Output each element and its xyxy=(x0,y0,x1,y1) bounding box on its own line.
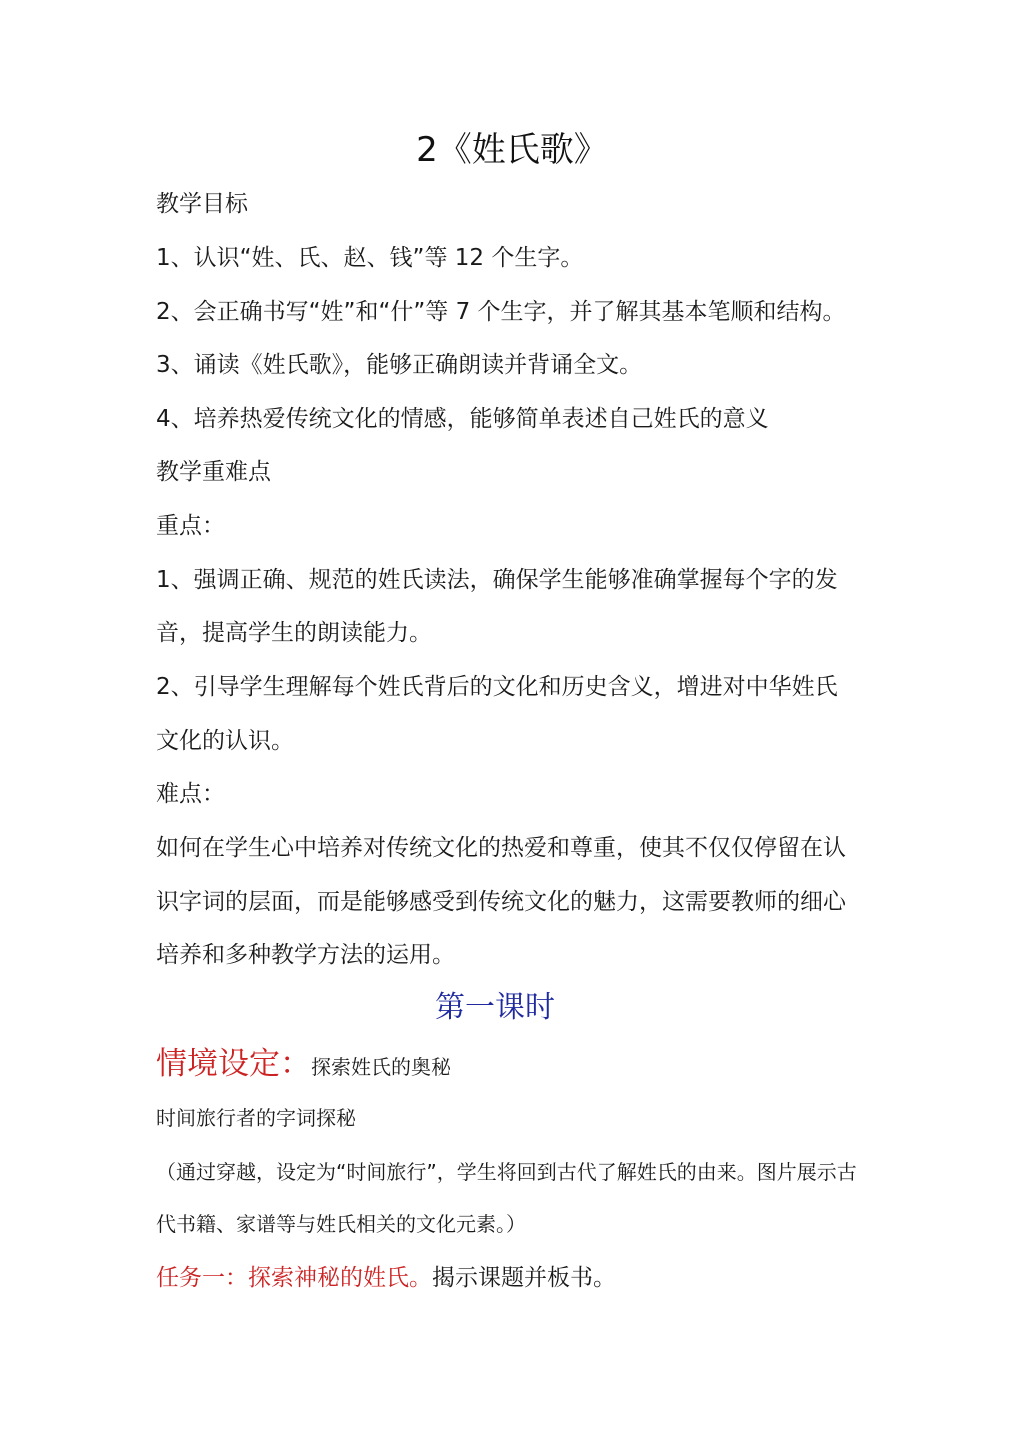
keypoints-heading: 教学重难点 xyxy=(156,459,271,485)
difficulty-line-2: 识字词的层面，而是能够感受到传统文化的魅力，这需要教师的细心 xyxy=(156,889,846,915)
difficulty-line-3: 培养和多种教学方法的运用。 xyxy=(156,942,455,968)
key-item-line-2: 音，提高学生的朗读能力。 xyxy=(156,620,432,646)
task-highlight: 探索神秘的姓氏。 xyxy=(248,1265,432,1291)
goal-item-2: 2、会正确书写“姓”和“什”等 7 个生字，并了解其基本笔顺和结构。 xyxy=(156,299,846,325)
scenario-text: 探索姓氏的奥秘 xyxy=(311,1055,451,1079)
scenario-row xyxy=(156,1044,896,1087)
scenario-label: 情境设定： xyxy=(156,1046,311,1082)
key-item-line-4: 文化的认识。 xyxy=(156,728,294,754)
task-label: 任务一： xyxy=(156,1265,248,1291)
task-text: 揭示课题并板书。 xyxy=(432,1265,616,1291)
goal-item-1: 1、认识“姓、氏、赵、钱”等 12 个生字。 xyxy=(156,245,584,271)
scenario-note-line-1: （通过穿越，设定为“时间旅行”，学生将回到古代了解姓氏的由来。图片展示古 xyxy=(156,1160,857,1184)
difficulty-label: 难点： xyxy=(156,781,225,807)
document-title: 2《姓氏歌》 xyxy=(416,130,608,170)
goal-item-4: 4、培养热爱传统文化的情感，能够简单表述自己姓氏的意义 xyxy=(156,406,769,432)
key-item-line-1: 1、强调正确、规范的姓氏读法，确保学生能够准确掌握每个字的发 xyxy=(156,567,838,593)
task-row xyxy=(156,1262,896,1294)
lesson-title: 第一课时 xyxy=(435,990,555,1025)
goal-item-3: 3、诵读《姓氏歌》，能够正确朗读并背诵全文。 xyxy=(156,352,643,378)
key-label: 重点： xyxy=(156,513,225,539)
scenario-note-line-2: 代书籍、家谱等与姓氏相关的文化元素。） xyxy=(156,1212,526,1236)
key-item-line-3: 2、引导学生理解每个姓氏背后的文化和历史含义，增进对中华姓氏 xyxy=(156,674,838,700)
difficulty-line-1: 如何在学生心中培养对传统文化的热爱和尊重，使其不仅仅停留在认 xyxy=(156,835,846,861)
goals-heading: 教学目标 xyxy=(156,191,248,217)
scenario-subtitle: 时间旅行者的字词探秘 xyxy=(156,1106,356,1130)
